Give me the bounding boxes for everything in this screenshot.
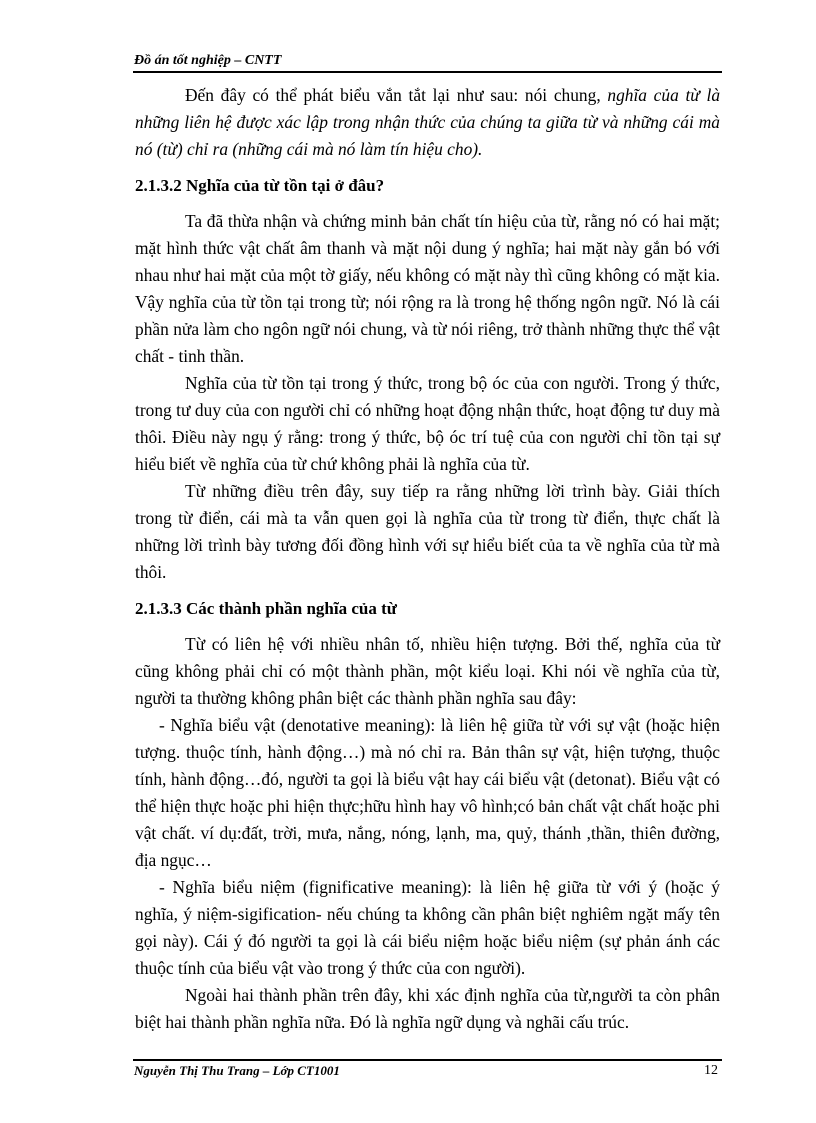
paragraph: Từ có liên hệ với nhiều nhân tố, nhiều hiện tượng. Bởi thế, nghĩa của từ cũng không phải chỉ có một thành phần, một kiểu loại. Khi nói về nghĩa của từ, người ta thường không phân biệt các thành phần nghĩa sau đây: [135,634,720,708]
header-divider [133,71,722,73]
paragraph: Ngoài hai thành phần trên đây, khi xác định nghĩa của từ,người ta còn phân biệt hai thành phần nghĩa nữa. Đó là nghĩa ngữ dụng và nghãi cấu trúc. [135,985,720,1032]
intro-lead-text: Đến đây có thể phát biểu vắn tắt lại như sau: nói chung, [185,85,608,105]
page-header-title: Đồ án tốt nghiệp – CNTT [134,53,282,68]
footer-divider [133,1059,722,1061]
footer-author: Nguyễn Thị Thu Trang – Lớp CT1001 [134,1063,340,1078]
section-heading-2132: 2.1.3.2 Nghĩa của từ tồn tại ở đâu? [135,176,385,195]
section-heading-2133: 2.1.3.3 Các thành phần nghĩa của từ [135,599,397,618]
intro-paragraph [135,82,720,163]
paragraph: Từ những điều trên đây, suy tiếp ra rằng những lời trình bày. Giải thích trong từ điển, cái mà ta vẫn quen gọi là nghĩa của từ trong từ điển, thực chất là những lời trình bày tương đối đồng hình với sự hiểu biết của ta về nghĩa của từ mà thôi. [135,481,720,582]
page-body [135,82,720,1036]
list-item-denotative: - Nghĩa biểu vật (denotative meaning): là liên hệ giữa từ với sự vật (hoặc hiện tượng. thuộc tính, hành động…) mà nó chỉ ra. Bản thân sự vật, hiện tượng, thuộc tính, hành động…đó, người ta gọi là biểu vật hay cái biểu vật (detonat). Biểu vật có thể hiện thực hoặc phi hiện thực;hữu hình hay vô hình;có bản chất vật chất hoặc phi vật chất. ví dụ:đất, trời, mưa, nắng, nóng, lạnh, ma, quỷ, thánh ,thần, thiên đường, địa ngục… [135,715,720,870]
page-number: 12 [704,1063,718,1078]
paragraph: Nghĩa của từ tồn tại trong ý thức, trong bộ óc của con người. Trong ý thức, trong tư duy của con người chỉ có những hoạt động nhận thức, hoạt động tư duy mà thôi. Điều này ngụ ý rằng: trong ý thức, bộ óc trí tuệ của con người chỉ tồn tại sự hiểu biết về nghĩa của từ chứ không phải là nghĩa của từ. [135,373,720,474]
paragraph: Ta đã thừa nhận và chứng minh bản chất tín hiệu của từ, rằng nó có hai mặt; mặt hình thức vật chất âm thanh và mặt nội dung ý nghĩa; hai mặt này gắn bó với nhau như hai mặt của một tờ giấy, nếu không có mặt này thì cũng không có mặt kia. Vậy nghĩa của từ tồn tại trong từ; nói rộng ra là trong hệ thống ngôn ngữ. Nó là cái phần nửa làm cho ngôn ngữ nói chung, và từ nói riêng, trở thành những thực thể vật chất - tinh thần. [135,211,720,366]
list-item-significative: - Nghĩa biểu niệm (fignificative meaning): là liên hệ giữa từ với ý (hoặc ý nghĩa, ý niệm-sigification- nếu chúng ta không cần phân biệt nghiêm ngặt mấy tên gọi này). Cái ý đó người ta gọi là cái biểu niệm hoặc biểu niệm (sự phản ánh các thuộc tính của biểu vật vào trong ý thức của con người). [135,877,720,978]
intro-italic-definition: nghĩa của từ là những liên hệ được xác lập trong nhận thức của chúng ta giữa từ và những cái mà nó (từ) chỉ ra (những cái mà nó làm tín hiệu cho). [135,85,721,159]
